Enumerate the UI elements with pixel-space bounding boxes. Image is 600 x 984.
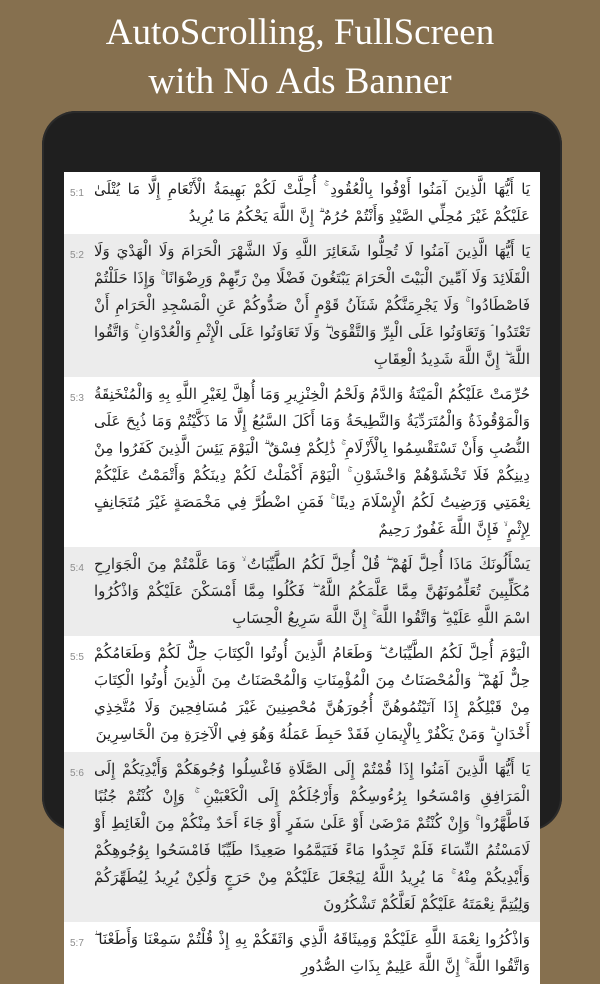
- verse-text: يَا أَيُّهَا الَّذِينَ آمَنُوا أَوْفُوا بِالْعُقُودِ ۚ أُحِلَّتْ لَكُمْ بَهِيمَةُ الْأَنْعَامِ إِلَّا مَا يُتْلَىٰ عَلَيْكُمْ غَيْرَ مُحِلِّي الصَّيْدِ وَأَنْتُمْ حُرُمٌ ۗ إِنَّ اللَّهَ يَحْكُمُ مَا يُرِيدُ: [94, 180, 530, 225]
- verse-number: 5:1: [70, 188, 84, 199]
- verse-row-5-2[interactable]: [64, 234, 540, 377]
- verse-number: 5:5: [70, 652, 84, 663]
- verse-text: الْيَوْمَ أُحِلَّ لَكُمُ الطَّيِّبَاتُ ۖ وَطَعَامُ الَّذِينَ أُوتُوا الْكِتَابَ حِلٌّ لَكُمْ وَطَعَامُكُمْ حِلٌّ لَهُمْ ۖ وَالْمُحْصَنَاتُ مِنَ الْمُؤْمِنَاتِ وَالْمُحْصَنَاتُ مِنَ الَّذِينَ أُوتُوا الْكِتَابَ مِنْ قَبْلِكُمْ إِذَا آتَيْتُمُوهُنَّ أُجُورَهُنَّ مُحْصِنِينَ غَيْرَ مُسَافِحِينَ وَلَا مُتَّخِذِي أَخْدَانٍ ۗ وَمَنْ يَكْفُرْ بِالْإِيمَانِ فَقَدْ حَبِطَ عَمَلُهُ وَهُوَ فِي الْآخِرَةِ مِنَ الْخَاسِرِينَ: [94, 644, 530, 743]
- verse-text: حُرِّمَتْ عَلَيْكُمُ الْمَيْتَةُ وَالدَّمُ وَلَحْمُ الْخِنْزِيرِ وَمَا أُهِلَّ لِغَيْرِ اللَّهِ بِهِ وَالْمُنْخَنِقَةُ وَالْمَوْقُوذَةُ وَالْمُتَرَدِّيَةُ وَالنَّطِيحَةُ وَمَا أَكَلَ السَّبُعُ إِلَّا مَا ذَكَّيْتُمْ وَمَا ذُبِحَ عَلَى النُّصُبِ وَأَنْ تَسْتَقْسِمُوا بِالْأَزْلَامِ ۚ ذَٰلِكُمْ فِسْقٌ ۗ الْيَوْمَ يَئِسَ الَّذِينَ كَفَرُوا مِنْ دِينِكُمْ فَلَا تَخْشَوْهُمْ وَاخْشَوْنِ ۚ الْيَوْمَ أَكْمَلْتُ لَكُمْ دِينَكُمْ وَأَتْمَمْتُ عَلَيْكُمْ نِعْمَتِي وَرَضِيتُ لَكُمُ الْإِسْلَامَ دِينًا ۚ فَمَنِ اضْطُرَّ فِي مَخْمَصَةٍ غَيْرَ مُتَجَانِفٍ لِإِثْمٍ ۙ فَإِنَّ اللَّهَ غَفُورٌ رَحِيمٌ: [94, 385, 530, 538]
- verse-number: 5:4: [70, 563, 84, 574]
- verse-row-5-4[interactable]: [64, 547, 540, 636]
- promo-banner: [0, 0, 600, 110]
- verse-row-5-3[interactable]: [64, 377, 540, 547]
- verse-row-5-7[interactable]: [64, 922, 540, 984]
- verse-text: وَاذْكُرُوا نِعْمَةَ اللَّهِ عَلَيْكُمْ وَمِيثَاقَهُ الَّذِي وَاثَقَكُمْ بِهِ إِذْ قُلْتُمْ سَمِعْنَا وَأَطَعْنَا ۖ وَاتَّقُوا اللَّهَ ۚ إِنَّ اللَّهَ عَلِيمٌ بِذَاتِ الصُّدُورِ: [94, 930, 530, 975]
- promo-headline-line2: with No Ads Banner: [148, 61, 452, 102]
- verse-text: يَا أَيُّهَا الَّذِينَ آمَنُوا إِذَا قُمْتُمْ إِلَى الصَّلَاةِ فَاغْسِلُوا وُجُوهَكُمْ وَأَيْدِيَكُمْ إِلَى الْمَرَافِقِ وَامْسَحُوا بِرُءُوسِكُمْ وَأَرْجُلَكُمْ إِلَى الْكَعْبَيْنِ ۚ وَإِنْ كُنْتُمْ جُنُبًا فَاطَّهَّرُوا ۚ وَإِنْ كُنْتُمْ مَرْضَىٰ أَوْ عَلَىٰ سَفَرٍ أَوْ جَاءَ أَحَدٌ مِنْكُمْ مِنَ الْغَائِطِ أَوْ لَامَسْتُمُ النِّسَاءَ فَلَمْ تَجِدُوا مَاءً فَتَيَمَّمُوا صَعِيدًا طَيِّبًا فَامْسَحُوا بِوُجُوهِكُمْ وَأَيْدِيكُمْ مِنْهُ ۚ مَا يُرِيدُ اللَّهُ لِيَجْعَلَ عَلَيْكُمْ مِنْ حَرَجٍ وَلَٰكِنْ يُرِيدُ لِيُطَهِّرَكُمْ وَلِيُتِمَّ نِعْمَتَهُ عَلَيْكُمْ لَعَلَّكُمْ تَشْكُرُونَ: [94, 760, 530, 913]
- promo-headline-line1: AutoScrolling, FullScreen: [105, 12, 495, 53]
- verse-text: يَسْأَلُونَكَ مَاذَا أُحِلَّ لَهُمْ ۖ قُلْ أُحِلَّ لَكُمُ الطَّيِّبَاتُ ۙ وَمَا عَلَّمْتُمْ مِنَ الْجَوَارِحِ مُكَلِّبِينَ تُعَلِّمُونَهُنَّ مِمَّا عَلَّمَكُمُ اللَّهُ ۖ فَكُلُوا مِمَّا أَمْسَكْنَ عَلَيْكُمْ وَاذْكُرُوا اسْمَ اللَّهِ عَلَيْهِ ۖ وَاتَّقُوا اللَّهَ ۚ إِنَّ اللَّهَ سَرِيعُ الْحِسَابِ: [94, 555, 530, 627]
- verse-row-5-6[interactable]: [64, 752, 540, 922]
- verse-row-5-1[interactable]: [64, 172, 540, 234]
- verse-row-5-5[interactable]: [64, 636, 540, 752]
- verse-text: يَا أَيُّهَا الَّذِينَ آمَنُوا لَا تُحِلُّوا شَعَائِرَ اللَّهِ وَلَا الشَّهْرَ الْحَرَامَ وَلَا الْهَدْيَ وَلَا الْقَلَائِدَ وَلَا آمِّينَ الْبَيْتَ الْحَرَامَ يَبْتَغُونَ فَضْلًا مِنْ رَبِّهِمْ وَرِضْوَانًا ۚ وَإِذَا حَلَلْتُمْ فَاصْطَادُوا ۚ وَلَا يَجْرِمَنَّكُمْ شَنَآنُ قَوْمٍ أَنْ صَدُّوكُمْ عَنِ الْمَسْجِدِ الْحَرَامِ أَنْ تَعْتَدُوا ۘ وَتَعَاوَنُوا عَلَى الْبِرِّ وَالتَّقْوَىٰ ۖ وَلَا تَعَاوَنُوا عَلَى الْإِثْمِ وَالْعُدْوَانِ ۚ وَاتَّقُوا اللَّهَ ۖ إِنَّ اللَّهَ شَدِيدُ الْعِقَابِ: [94, 242, 530, 368]
- verse-number: 5:6: [70, 768, 84, 779]
- verse-number: 5:2: [70, 250, 84, 261]
- quran-reader-screen[interactable]: [64, 172, 540, 975]
- verse-number: 5:3: [70, 393, 84, 404]
- verse-number: 5:7: [70, 938, 84, 949]
